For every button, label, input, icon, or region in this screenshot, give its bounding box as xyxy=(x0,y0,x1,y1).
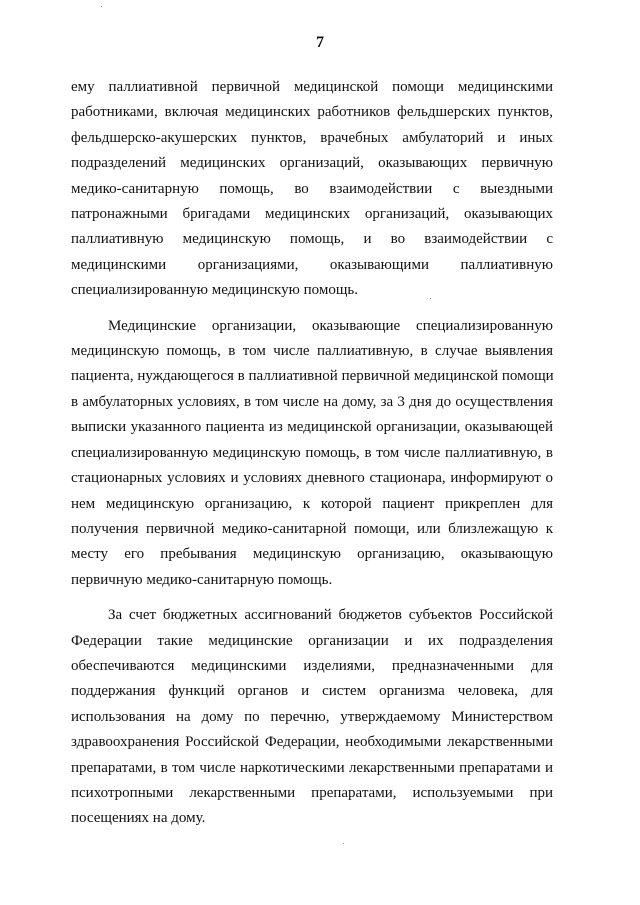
text-line: здравоохранения Российской Федерации, необходимыми лекарственными xyxy=(71,734,553,751)
text-line: ему паллиативной первичной медицинской помощи медицинскими xyxy=(71,79,553,95)
text-line: патронажными бригадами медицинских организаций, оказывающих xyxy=(71,206,553,223)
scan-speck xyxy=(101,6,102,7)
text-line: медицинскими организациями, оказывающими паллиативную xyxy=(71,256,553,273)
text-line: первичную медико-санитарную помощь. xyxy=(71,571,333,588)
paragraph xyxy=(71,603,553,832)
text-line: пациента, нуждающегося в паллиативной первичной медицинской помощи xyxy=(71,368,554,385)
text-line: обеспечиваются медицинскими изделиями, предназначенными для xyxy=(71,657,553,674)
text-line: специализированную медицинскую помощь, в том числе паллиативную, в xyxy=(71,444,553,461)
text-line: получения первичной медико-санитарной помощи, или близлежащую к xyxy=(71,520,553,537)
text-line: специализированную медицинскую помощь. xyxy=(71,282,358,299)
page-number: 7 xyxy=(316,34,324,51)
text-line: медико-санитарную помощь, во взаимодействии с выездными xyxy=(71,180,553,197)
document-body xyxy=(71,75,553,842)
text-line: медицинскую помощь, в том числе паллиативную, в случае выявления xyxy=(71,343,553,360)
text-line: паллиативную медицинскую помощь, и во взаимодействии с xyxy=(71,231,553,248)
text-line: использования на дому по перечню, утверждаемому Министерством xyxy=(71,708,553,725)
scan-speck xyxy=(343,843,344,844)
text-line: посещениях на дому. xyxy=(71,810,206,827)
text-line: в амбулаторных условиях, в том числе на дому, за 3 дня до осуществления xyxy=(71,393,553,410)
text-line: нем медицинскую организацию, к которой пациент прикреплен для xyxy=(71,495,553,512)
paragraph xyxy=(71,314,553,593)
text-line: выписки указанного пациента из медицинской организации, оказывающей xyxy=(71,419,553,436)
text-line: стационарных условиях и условиях дневного стационара, информируют о xyxy=(71,470,553,487)
text-line: фельдшерско-акушерских пунктов, врачебных амбулаторий и иных xyxy=(71,129,553,146)
text-line: Медицинские организации, оказывающие специализированную xyxy=(108,317,553,334)
text-line: подразделений медицинских организаций, оказывающих первичную xyxy=(71,155,553,172)
text-line: препаратами, в том числе наркотическими лекарственными препаратами и xyxy=(71,759,553,776)
text-line: месту его пребывания медицинскую организацию, оказывающую xyxy=(71,546,553,563)
text-line: поддержания функций органов и систем организма человека, для xyxy=(71,683,553,700)
text-line: За счет бюджетных ассигнований бюджетов субъектов Российской xyxy=(108,607,553,624)
text-line: работниками, включая медицинских работников фельдшерских пунктов, xyxy=(71,104,553,121)
text-line: психотропными лекарственными препаратами, используемыми при xyxy=(71,784,553,801)
text-line: Федерации такие медицинские организации и их подразделения xyxy=(71,632,553,649)
paragraph xyxy=(71,75,553,304)
